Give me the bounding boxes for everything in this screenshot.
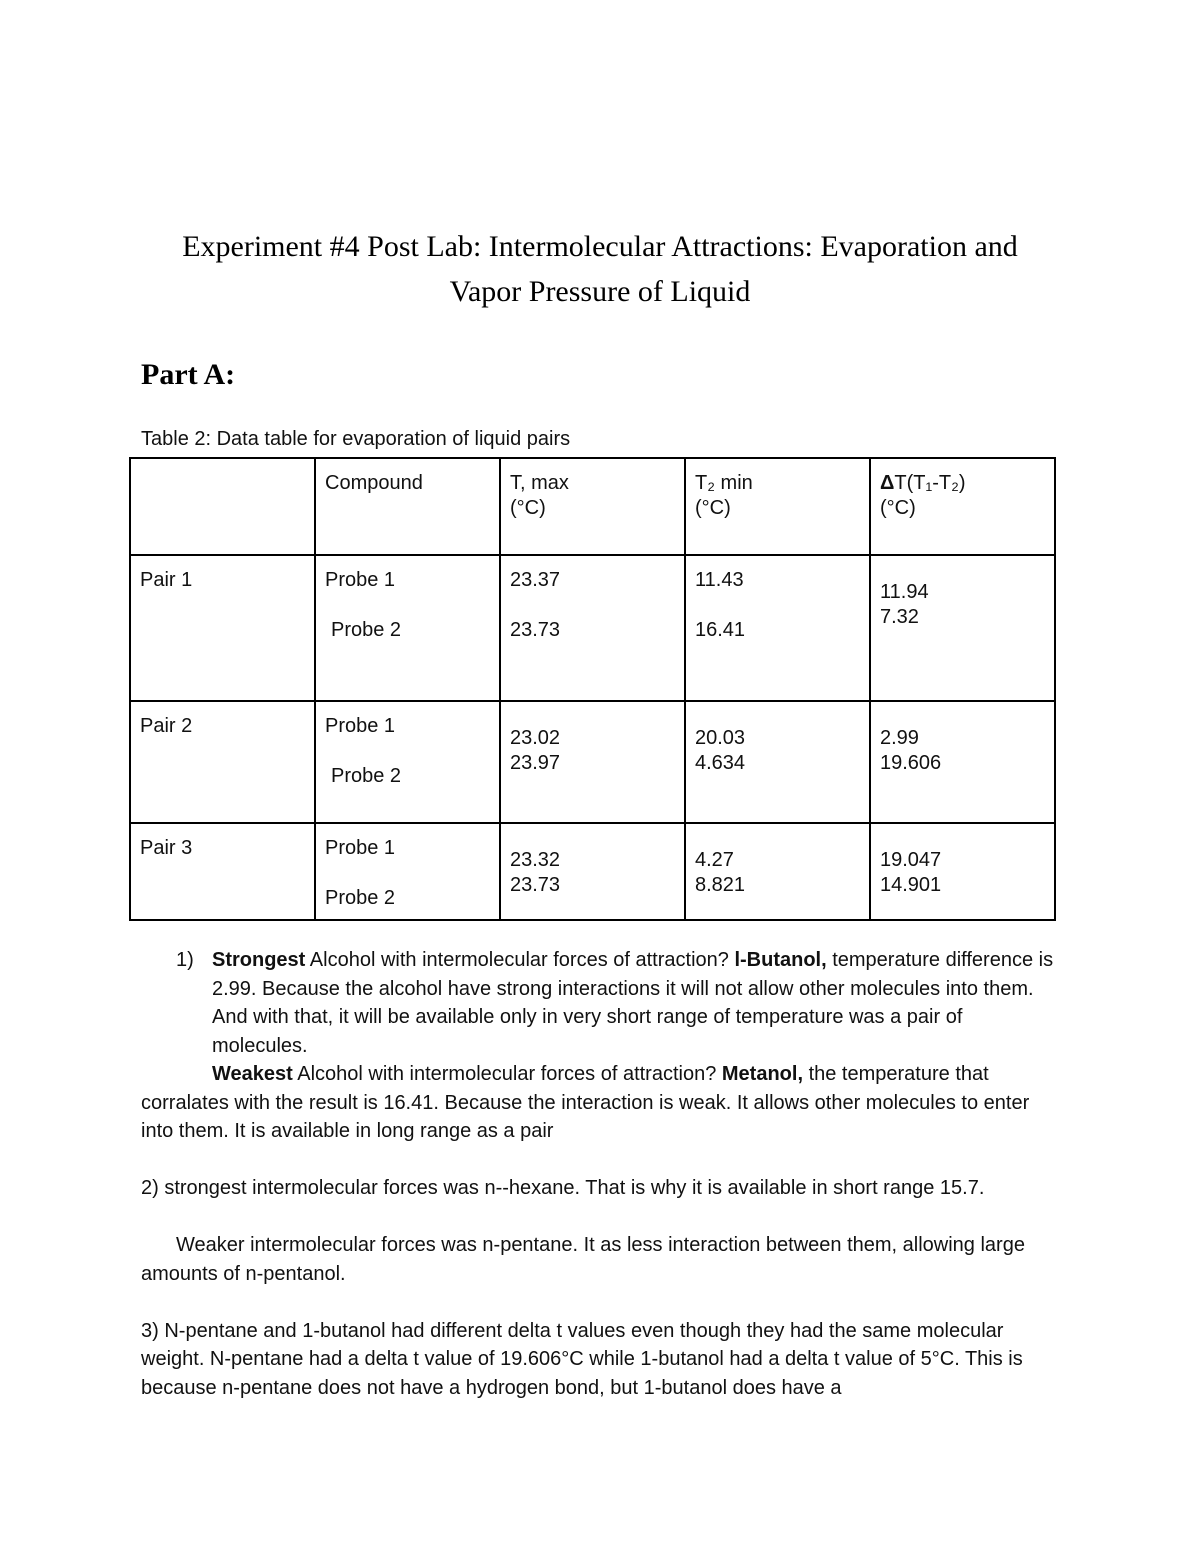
header-tmax-unit: (°C) — [510, 497, 546, 519]
t2min-cell — [685, 823, 870, 920]
strongest-label: Strongest — [212, 949, 306, 971]
title-line-1: Experiment #4 Post Lab: Intermolecular Attractions: Evaporation and — [182, 230, 1018, 263]
weakest-question: Alcohol with intermolecular forces of attraction? — [292, 1063, 722, 1085]
probe-label: Probe 1 — [325, 837, 396, 859]
header-empty-cell — [130, 458, 315, 555]
tmax-value: 23.73 — [510, 619, 561, 641]
delta-t-value: 7.32 — [880, 606, 919, 628]
table-header-row — [130, 458, 1055, 555]
t2min-value: 8.821 — [695, 874, 746, 896]
spacer — [141, 1288, 1061, 1317]
delta-t-value: 19.047 — [880, 849, 942, 871]
compound-cell — [315, 823, 500, 920]
delta-t-cell — [870, 555, 1055, 701]
table-row — [130, 823, 1055, 920]
header-delta-t-unit: (°C) — [880, 497, 916, 519]
delta-t-value: 11.94 — [880, 581, 929, 603]
t2min-value: 16.41 — [695, 619, 746, 641]
header-tmax-label: T, max — [510, 472, 569, 494]
header-delta-t-label — [880, 471, 1046, 496]
t2min-value: 4.27 — [695, 849, 734, 871]
answer-1-strongest — [141, 946, 1061, 1060]
weakest-label: Weakest — [212, 1063, 293, 1085]
compound-cell — [315, 555, 500, 701]
t2min-value: 20.03 — [695, 727, 746, 749]
tmax-value: 23.32 — [510, 849, 561, 871]
spacer — [141, 1203, 1061, 1232]
header-t2min-unit: (°C) — [695, 497, 731, 519]
answer-2-strongest: 2) strongest intermolecular forces was n--hexane. That is why it is available in short range 15.7. — [141, 1177, 985, 1199]
t2min-value: 4.634 — [695, 752, 746, 774]
data-table — [129, 457, 1056, 921]
answer-2-weaker: Weaker intermolecular forces was n-pentane. It as less interaction between them, allowing large amounts of n-pentanol. — [141, 1234, 1025, 1285]
strongest-question: Alcohol with intermolecular forces of attraction? — [305, 949, 735, 971]
probe-label: Probe 1 — [325, 569, 396, 591]
compound-cell — [315, 701, 500, 823]
tmax-cell — [500, 701, 685, 823]
delta-t-value: 19.606 — [880, 752, 942, 774]
tmax-value: 23.97 — [510, 752, 561, 774]
strongest-explanation: temperature difference is 2.99. Because the alcohol have strong interactions it will not allow other molecules into them. And with that, it will be available only in very short range of temperature was a pair of molecules. — [212, 949, 1054, 1057]
header-compound — [315, 458, 500, 555]
probe-label: Probe 2 — [325, 887, 396, 909]
probe-label: Probe 2 — [331, 765, 402, 787]
header-tmax — [500, 458, 685, 555]
delta-t-value: 2.99 — [880, 727, 919, 749]
delta-t-formula: T(T₁-T₂) — [894, 472, 966, 494]
table-row — [130, 555, 1055, 701]
answers-section — [141, 946, 1061, 1402]
header-delta-t — [870, 458, 1055, 555]
header-t2min — [685, 458, 870, 555]
delta-t-cell — [870, 823, 1055, 920]
tmax-cell — [500, 555, 685, 701]
t2min-cell — [685, 555, 870, 701]
pair-label: Pair 1 — [130, 555, 315, 701]
delta-symbol: Δ — [880, 472, 895, 494]
header-compound-label: Compound — [325, 472, 423, 494]
table-caption: Table 2: Data table for evaporation of liquid pairs — [141, 428, 571, 450]
tmax-value: 23.73 — [510, 874, 561, 896]
t2min-value: 11.43 — [695, 569, 744, 591]
header-t2min-label: T₂ min — [695, 472, 753, 494]
delta-t-value: 14.901 — [880, 874, 942, 896]
answer-1-number: 1) — [176, 949, 194, 971]
part-heading: Part A: — [141, 358, 236, 391]
weakest-explanation: the temperature that corralates with the result is 16.41. Because the interaction is weak. It allows other molecules to enter into them. It is available in long range as a pair — [141, 1063, 1030, 1142]
answer-3: 3) N-pentane and 1-butanol had different delta t values even though they had the same molecular weight. N-pentane had a delta t value of 19.606°C while 1-butanol had a delta t value of 5°C. This is because n-pentane does not have a hydrogen bond, but 1-butanol does have a — [141, 1319, 1023, 1399]
pair-label: Pair 2 — [130, 701, 315, 823]
answer-1-weakest — [141, 1060, 1061, 1146]
weakest-answer: Metanol, — [721, 1063, 804, 1085]
tmax-value: 23.02 — [510, 727, 561, 749]
t2min-cell — [685, 701, 870, 823]
table-row — [130, 701, 1055, 823]
document-title — [0, 224, 1200, 314]
spacer — [141, 1146, 1061, 1175]
title-line-2: Vapor Pressure of Liquid — [449, 275, 751, 308]
tmax-cell — [500, 823, 685, 920]
strongest-answer: l-Butanol, — [734, 949, 827, 971]
probe-label: Probe 2 — [331, 619, 402, 641]
tmax-value: 23.37 — [510, 569, 561, 591]
probe-label: Probe 1 — [325, 715, 396, 737]
delta-t-cell — [870, 701, 1055, 823]
pair-label: Pair 3 — [130, 823, 315, 920]
